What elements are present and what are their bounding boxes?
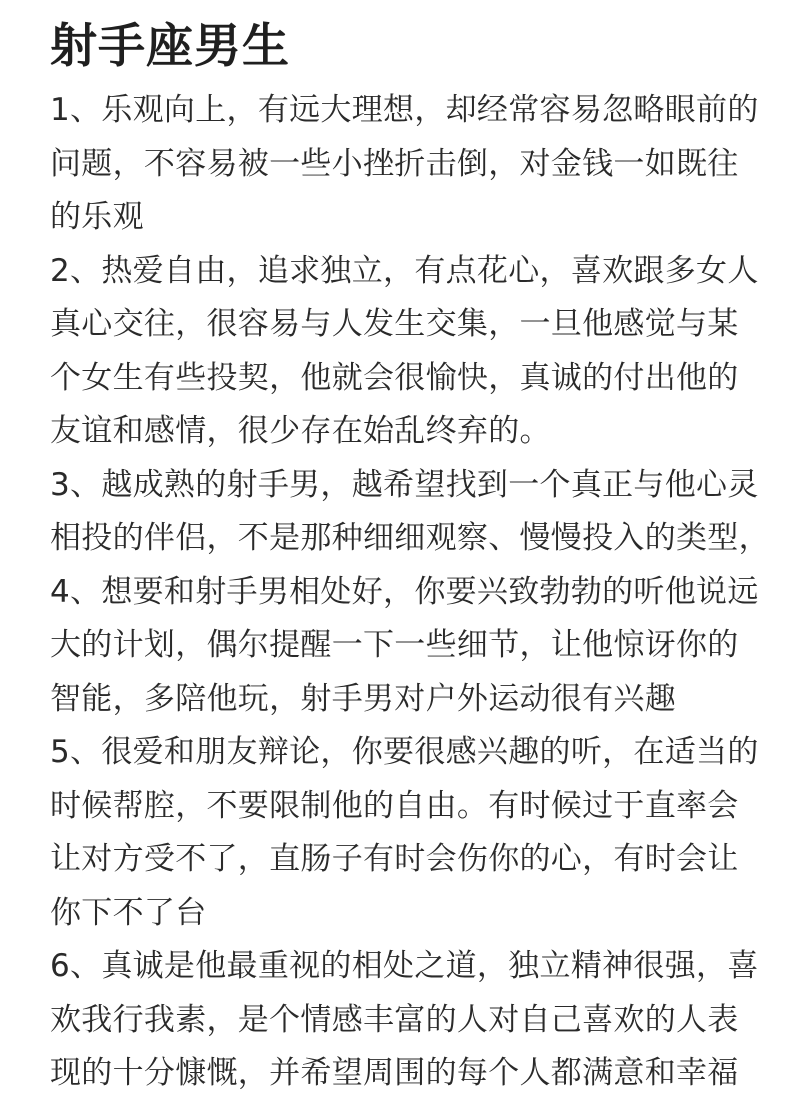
body-text (50, 84, 770, 1101)
text-line: 的乐观 (50, 199, 144, 235)
text-line: 真心交往，很容易与人发生交集，一旦他感觉与某 (50, 306, 739, 342)
text-line: 4、想要和射手男相处好，你要兴致勃勃的听他说远 (50, 573, 759, 610)
text-line: 时候帮腔，不要限制他的自由。有时候过于直率会 (50, 787, 739, 824)
text-line: 个女生有些投契，他就会很愉快，真诚的付出他的 (50, 359, 739, 396)
text-line: 2、热爱自由，追求独立，有点花心，喜欢跟多女人 (50, 252, 759, 289)
text-line: 1、乐观向上，有远大理想，却经常容易忽略眼前的 (50, 92, 759, 128)
text-line: 大的计划，偶尔提醒一下一些细节，让他惊讶你的 (50, 627, 739, 663)
page-title: 射手座男生 (50, 19, 290, 74)
text-line: 你下不了台 (50, 894, 207, 931)
text-line: 6、真诚是他最重视的相处之道，独立精神很强，喜 (50, 948, 759, 984)
text-line: 问题，不容易被一些小挫折击倒，对金钱一如既往 (50, 145, 739, 182)
text-line: 5、很爱和朋友辩论，你要很感兴趣的听，在适当的 (50, 734, 759, 770)
text-line: 欢我行我素，是个情感丰富的人对自己喜欢的人表 (50, 1001, 739, 1038)
text-line: 智能，多陪他玩，射手男对户外运动很有兴趣 (50, 680, 676, 717)
text-line: 让对方受不了，直肠子有时会伤你的心，有时会让 (50, 841, 739, 877)
text-line: 3、越成熟的射手男，越希望找到一个真正与他心灵 (50, 466, 759, 503)
text-line: 现的十分慷慨，并希望周围的每个人都满意和幸福 (50, 1055, 739, 1091)
text-line: 相投的伴侣，不是那种细细观察、慢慢投入的类型， (50, 520, 770, 556)
text-line: 友谊和感情，很少存在始乱终弃的。 (50, 413, 551, 449)
